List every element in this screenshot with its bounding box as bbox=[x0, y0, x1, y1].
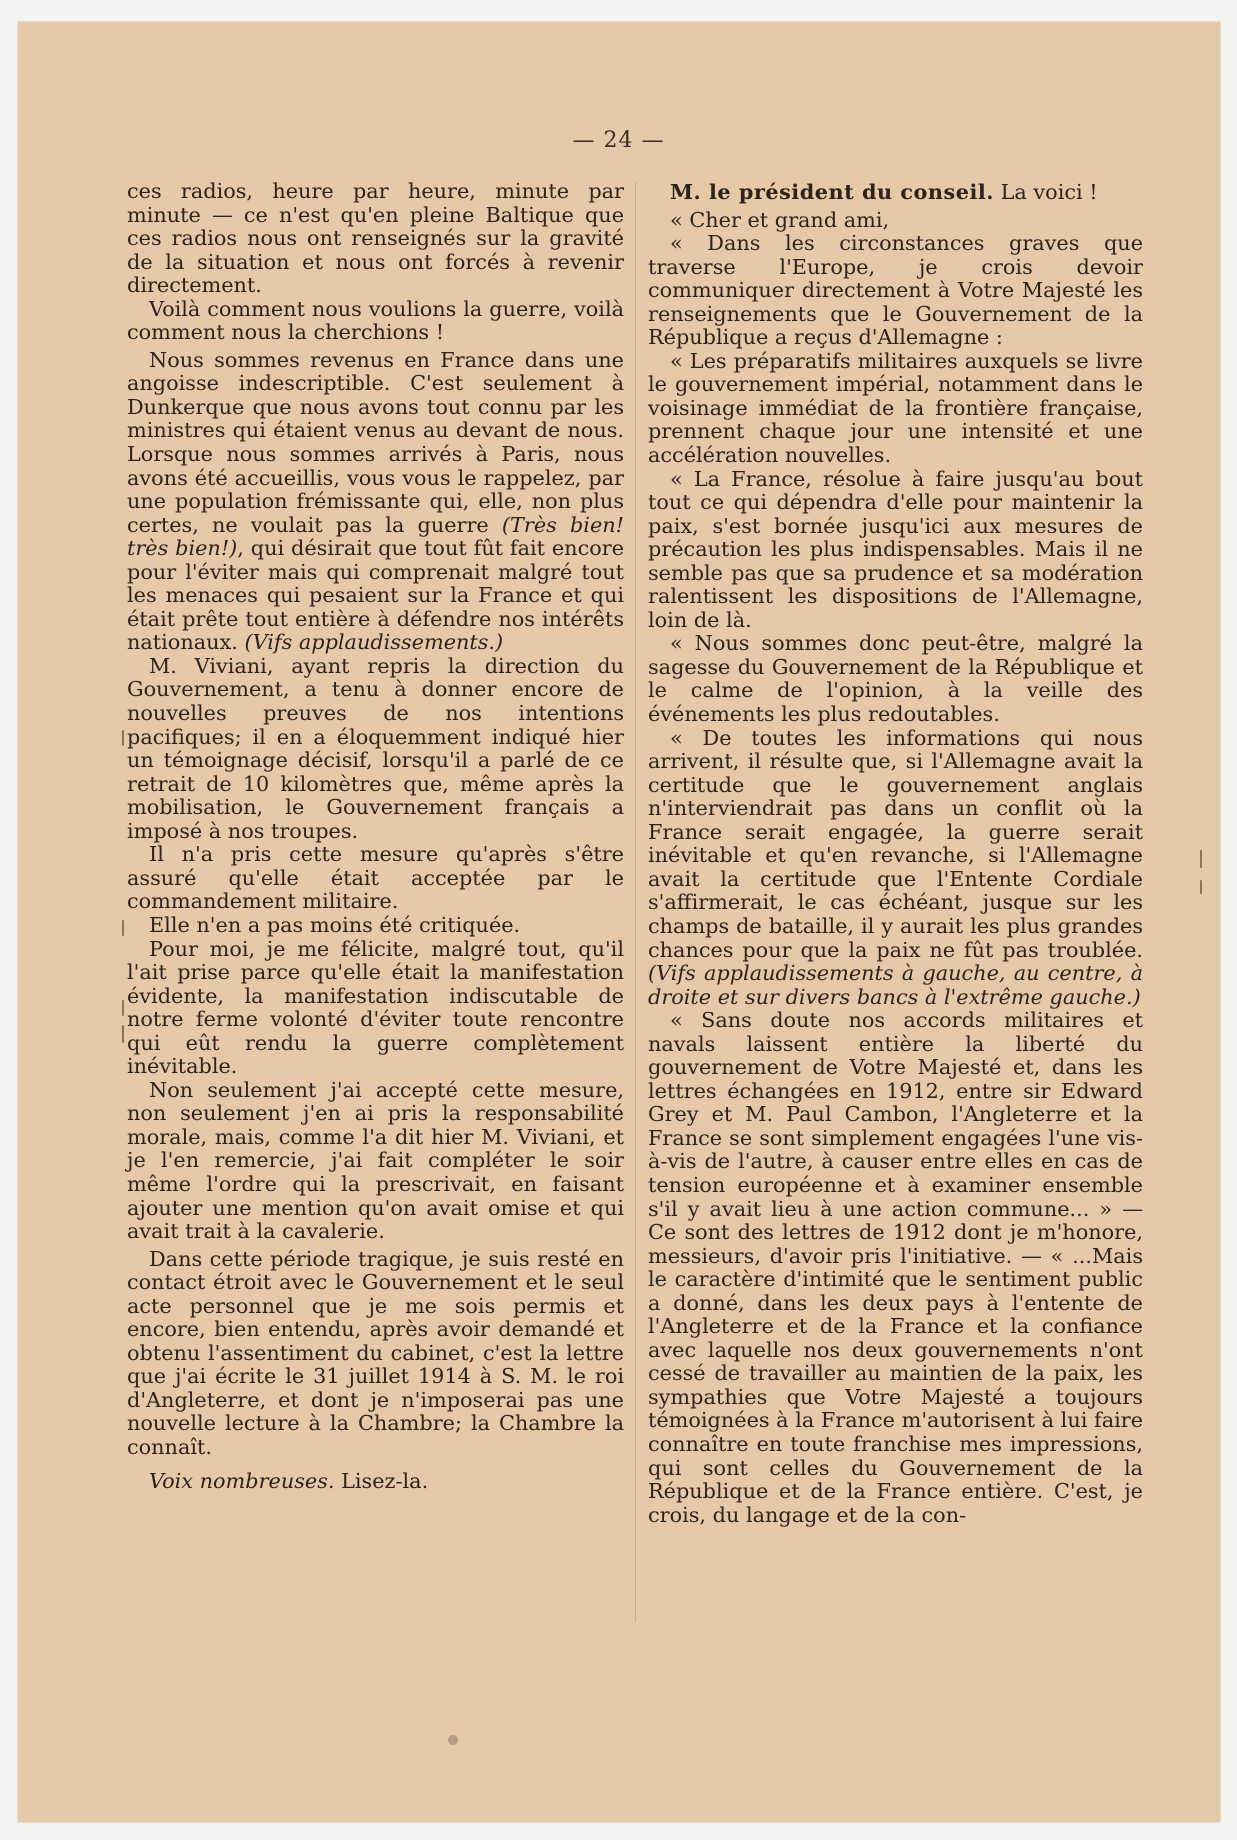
paragraph: Dans cette période tragique, je suis resté en contact étroit avec le Gouvernement et le seul acte personnel que je me sois permis et encore, bien entendu, après avoir demandé et obtenu l'assentiment du cabinet, c'est la lettre que j'ai écrite le 31 juillet 1914 à S. M. le roi d'Angleterre, et dont je n'imposerai pas une nouvelle lecture à la Chambre; la Chambre la connaît. bbox=[127, 1246, 624, 1459]
margin-mark bbox=[122, 730, 124, 746]
paragraph: Elle n'en a pas moins été critiquée. bbox=[149, 912, 521, 937]
margin-mark bbox=[1200, 850, 1202, 868]
paragraph: M. Viviani, ayant repris la direction du Gouvernement, a tenu à donner encore de nouvelles preuves de nos intentions pacifiques; il en a éloquemment indiqué hier un témoignage décisif, lorsqu'il a parlé de ce retrait de 10 kilomètres que, même après la mobilisation, le Gouvernement français a imposé à nos troupes. bbox=[127, 653, 624, 843]
margin-mark bbox=[122, 1000, 124, 1016]
left-column bbox=[127, 180, 624, 1493]
paragraph: Pour moi, je me félicite, malgré tout, qu'il l'ait prise parce qu'elle était la manifestation évidente, la manifestation indiscutable de notre ferme volonté d'éviter toute rencontre qui eût rendu la guerre complètement inévitable. bbox=[127, 936, 624, 1079]
paragraph: « Dans les circonstances graves que traverse l'Europe, je crois devoir communiquer directement à Votre Majesté les renseignements que le Gouvernement de la République a reçus d'Allemagne : bbox=[648, 231, 1143, 350]
paragraph: M. le président du conseil. La voici ! bbox=[670, 179, 1098, 204]
paragraph: « Les préparatifs militaires auxquels se livre le gouvernement impérial, notamment dans le voisinage immédiat de la frontière française, prennent chaque jour une intensité et une accélération nouvelles. bbox=[648, 348, 1143, 468]
ink-speck bbox=[448, 1735, 458, 1745]
margin-mark bbox=[122, 920, 124, 936]
paragraph: « La France, résolue à faire jusqu'au bout tout ce qui dépendra d'elle pour maintenir la paix, s'est bornée jusqu'ici aux mesures de précaution les plus indispensables. Mais il ne semble pas que sa prudence et sa modération ralentissent les dispositions de l'Allemagne, loin de là. bbox=[648, 466, 1143, 632]
paragraph: Voix nombreuses. Lisez-la. bbox=[149, 1468, 429, 1493]
paragraph: ces radios, heure par heure, minute par minute — ce n'est qu'en pleine Baltique que ces radios nous ont renseignés sur la gravité de la situation et nous ont forcés à revenir directement. bbox=[127, 179, 624, 298]
paragraph: « Cher et grand ami, bbox=[670, 207, 890, 232]
speaker-name: M. le président du conseil. bbox=[670, 179, 994, 204]
paragraph: « Sans doute nos accords militaires et navals laissent entière la liberté du gouvernement de Votre Majesté et, dans les lettres échangées en 1912, entre sir Edward Grey et M. Paul Cambon, l'Angleterre et la France se sont simplement engagées l'une vis-à-vis de l'autre, à causer entre elles en cas de tension européenne et à examiner ensemble s'il y avait lieu à une action commune... » — Ce sont des lettres de 1912 dont je m'honore, messieurs, d'avoir pris l'initiative. — « ...Mais le caractère d'intimité que le sentiment public a donné, dans les deux pays à l'entente de l'Angleterre et de la France et la confiance avec laquelle nos deux gouvernements n'ont cessé de travailler au maintien de la paix, les sympathies que Votre Majesté a toujours témoignées à la France m'autorisent à lui faire connaître en toute franchise mes impressions, qui sont celles du Gouvernement de la République et de la France entière. C'est, je crois, du langage et de la con- bbox=[648, 1008, 1143, 1527]
interjection: Voix nombreuses. bbox=[149, 1468, 335, 1493]
paragraph: Non seulement j'ai accepté cette mesure, non seulement j'en ai pris la responsabilité morale, mais, comme l'a dit hier M. Viviani, et je l'en remercie, j'ai fait compléter le soir même l'ordre qui la prescrivait, en faisant ajouter une mention qu'on avait omise et qui avait trait à la cavalerie. bbox=[127, 1077, 624, 1244]
paragraph: Nous sommes revenus en France dans une angoisse indescriptible. C'est seulement à Dunkerque que nous avons tout connu par les ministres qui étaient venus au devant de nous. Lorsque nous sommes arrivés à Paris, nous avons été accueillis, vous vous le rappelez, par une population frémissante qui, elle, non plus certes, ne voulait pas la guerre (Très bien! très bien!), qui désirait que tout fût fait encore pour l'éviter mais qui comprenait malgré tout les menaces qui pesaient sur la France et qui était prête tout entière à défendre nos intérêts nationaux. (Vifs applaudissements.) bbox=[127, 347, 624, 655]
applause-note: (Vifs applaudissements à gauche, au centre, à droite et sur divers bancs à l'extrême gauche.) bbox=[648, 961, 1143, 1009]
margin-mark bbox=[122, 1025, 124, 1043]
page-number: — 24 — bbox=[572, 128, 665, 153]
paragraph: Voilà comment nous voulions la guerre, voilà comment nous la cherchions ! bbox=[127, 296, 624, 345]
applause-note: (Vifs applaudissements.) bbox=[244, 630, 504, 655]
paragraph: « Nous sommes donc peut-être, malgré la sagesse du Gouvernement de la République et le calme de l'opinion, à la veille des événements les plus redoutables. bbox=[648, 631, 1143, 727]
paragraph: « De toutes les informations qui nous arrivent, il résulte que, si l'Allemagne avait la certitude que le gouvernement anglais n'interviendrait pas dans un conflit où la France serait engagée, la guerre serait inévitable et qu'en revanche, si l'Allemagne avait la certitude que l'Entente Cordiale s'affirmerait, le cas échéant, jusque sur les champs de bataille, il y aurait les plus grandes chances pour que la paix ne fût pas troublée. (Vifs applaudissements à gauche, au centre, à droite et sur divers bancs à l'extrême gauche.) bbox=[648, 725, 1143, 1009]
column-divider bbox=[635, 182, 636, 1622]
margin-mark bbox=[1200, 880, 1202, 894]
paragraph: Il n'a pris cette mesure qu'après s'être assuré qu'elle était acceptée par le commandement militaire. bbox=[127, 842, 624, 914]
right-column bbox=[648, 180, 1143, 1527]
interjection: (Très bien! très bien!) bbox=[127, 512, 624, 561]
